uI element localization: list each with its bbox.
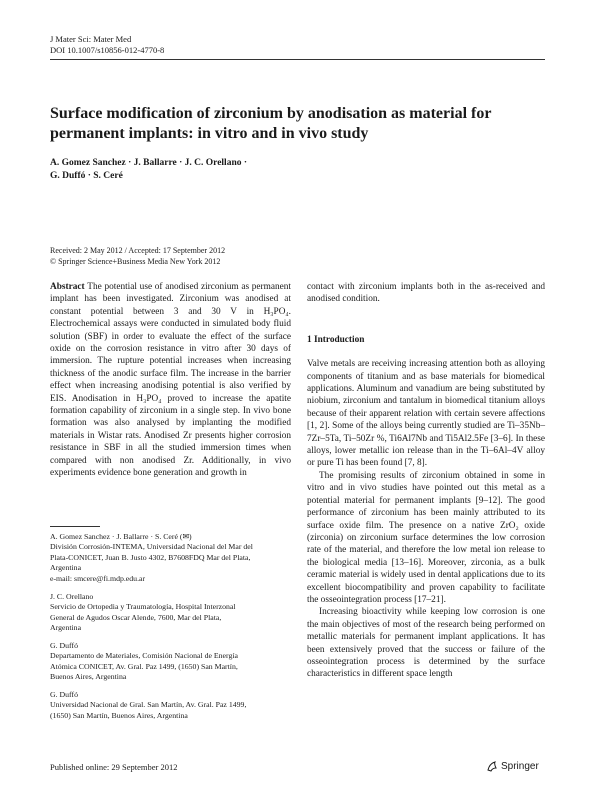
affiliation-4 <box>50 690 291 721</box>
springer-horse-icon <box>486 760 498 772</box>
affiliation-1 <box>50 532 291 584</box>
published-online: Published online: 29 September 2012 <box>50 762 178 772</box>
affiliation-line: Buenos Aires, Argentina <box>50 672 127 682</box>
section-heading-introduction: 1 Introduction <box>307 334 365 345</box>
affiliation-line: Universidad Nacional de Gral. San Martín, Av. Gral. Paz 1499, <box>50 700 247 710</box>
affiliation-line: G. Duffó <box>50 690 79 699</box>
affiliation-line: A. Gomez Sanchez · J. Ballarre · S. Ceré (✉) <box>50 532 192 541</box>
affiliation-line: Departamento de Materiales, Comisión Nacional de Energía <box>50 651 239 661</box>
corresponding-email[interactable]: e-mail: smcere@fi.mdp.edu.ar <box>50 573 146 583</box>
intro-paragraph-3: Increasing bioactivity while keeping low corrosion is one the main objectives of most of the research being performed on metallic materials for permanent implant applications. It has been extensively proved that the success or failure of the osseointegration process is determined by the surface characteristics in different space length <box>307 607 545 680</box>
abstract-continued: contact with zirconium implants both in the as-received and anodised condition. <box>307 282 545 305</box>
journal-name: J Mater Sci: Mater Med <box>50 34 132 44</box>
affiliation-line: J. C. Orellano <box>50 592 94 601</box>
affiliation-3 <box>50 641 291 683</box>
copyright-notice: © Springer Science+Business Media New York 2012 <box>50 256 221 266</box>
authors-line-2: G. Duffó · S. Ceré <box>50 171 123 181</box>
article-history <box>50 246 225 267</box>
received-dates: Received: 2 May 2012 / Accepted: 17 September 2012 <box>50 246 226 255</box>
authors-line-1: A. Gomez Sanchez · J. Ballarre · J. C. Orellano · <box>50 158 248 168</box>
affiliation-line: Argentina <box>50 563 82 573</box>
author-list <box>50 157 247 183</box>
affiliation-line: Plata-CONICET, Juan B. Justo 4302, B7608FDQ Mar del Plata, <box>50 552 251 562</box>
affiliation-line: Servicio de Ortopedia y Traumatología, Hospital Interzonal <box>50 602 236 612</box>
abstract <box>50 281 291 480</box>
affiliation-line: (1650) San Martín, Buenos Aires, Argentina <box>50 710 188 720</box>
affiliation-line: Atómica CONICET, Av. Gral. Paz 1499, (1650) San Martín, <box>50 661 238 671</box>
affiliation-line: Argentina <box>50 623 82 633</box>
abstract-label: Abstract <box>50 282 88 292</box>
right-column <box>307 281 545 681</box>
affiliation-rule <box>50 526 100 527</box>
header-rule <box>50 59 545 60</box>
abstract-text: The potential use of anodised zirconium as permanent implant has been investigated. Zirconium was anodised at constant potential between 3 and 30 V in H₃PO₄. Electrochemical assays were conducted in simulated body fluid solution (SBF) in order to evaluate the effect of the surface oxide on the corrosion resistance in vitro after 30 days of immersion. The rupture potential increases when increasing thickness of the anodic surface film. The increase in the barrier effect when increasing anodising potential is also verified by EIS. Anodisation in H₃PO₄ proved to increase the apatite formation capability of zirconium in a single step. In vivo bone formation was also analysed by implanting the modified materials in Wistar rats. Anodised Zr presents higher corrosion resistance in SBF in all the studied immersion times when compared with non anodised Zr. Additionally, in vivo experiments evidence bone generation and growth in <box>50 282 292 479</box>
paper-title: Surface modification of zirconium by anodisation as material for permanent implants: in vitro and in vivo study <box>50 105 492 142</box>
doi[interactable]: DOI 10.1007/s10856-012-4770-8 <box>50 45 165 55</box>
affiliation-line: General de Agudos Oscar Alende, 7600, Mar del Plata, <box>50 612 222 622</box>
publisher-logo <box>486 760 539 772</box>
affiliation-2 <box>50 592 291 634</box>
intro-paragraph-1: Valve metals are receiving increasing attention both as alloying components of titanium and as base materials for biomedical applications. Aluminum and vanadium are being substituted by niobium, zirconium and tantalum in biomedical titanium alloys because of their apparent relation with certain severe affections [1, 2]. Some of the alloys being currently studied are Ti–35Nb–7Zr–5Ta, Ti–50Zr %, Ti6Al7Nb and Ti5Al2.5Fe [3–6]. In these alloys, lower metallic ion release than in the Ti–6Al–4V alloy or pure Ti has been found [7, 8]. <box>307 359 545 469</box>
affiliation-line: G. Duffó <box>50 641 79 650</box>
running-header <box>50 34 164 56</box>
affiliation-line: División Corrosión-INTEMA, Universidad Nacional del Mar del <box>50 542 253 552</box>
publisher-name: Springer <box>501 760 539 772</box>
intro-paragraph-2: The promising results of zirconium obtained in some in vitro and in vivo studies have pointed out this metal as a potential material for permanent implants [9–12]. The good performance of zirconium has been mainly attributed to its surface oxide film. The presence on a native ZrO₂ oxide (zirconia) on zirconium surface determines the low corrosion rate of the material, and therefore the low metal ion release to the biological media [13–16]. Moreover, zirconia, as a bulk ceramic material is widely used in dental applications due to its excellent biocompatibility and proven capability to facilitate the osseointegration process [17–21]. <box>307 470 545 605</box>
